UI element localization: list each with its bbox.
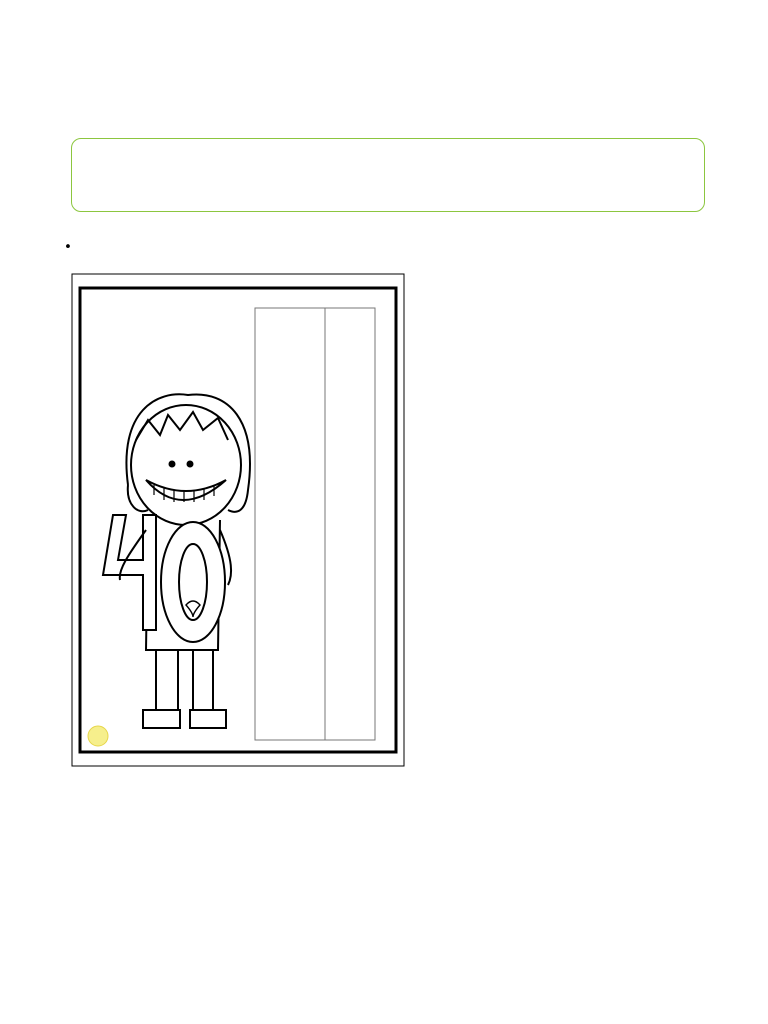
worksheet-image (68, 270, 408, 770)
sun-icon (88, 726, 108, 746)
bullet-icon: • (64, 240, 72, 255)
sums-table (255, 308, 375, 740)
intro-box (71, 138, 705, 212)
instruction (64, 240, 86, 255)
child-drawing (103, 394, 250, 728)
